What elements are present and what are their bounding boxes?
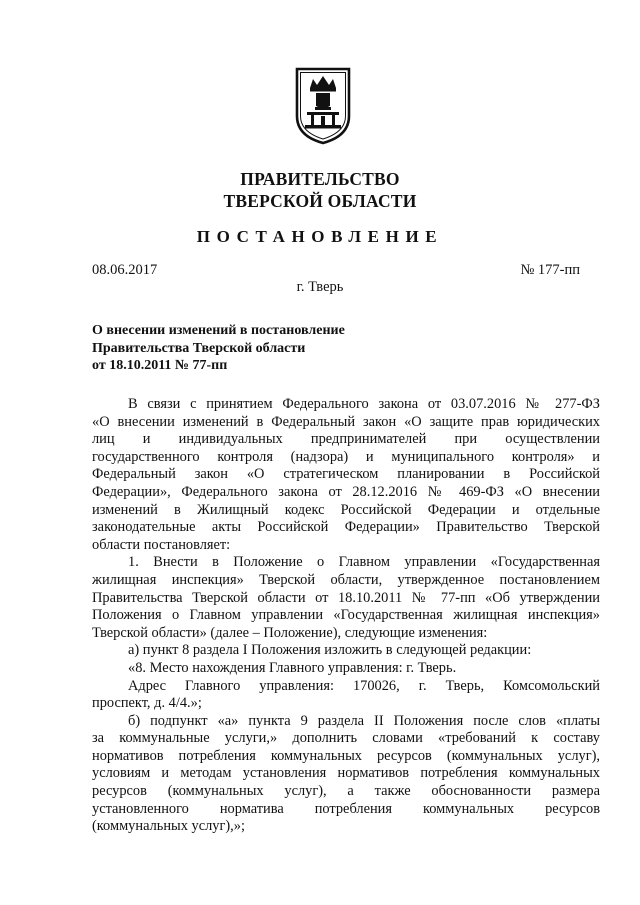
body-line: проспект, д. 4/4.»; (92, 695, 202, 712)
body-line: Федерации», Федерального закона от 28.12.2016 № 469-ФЗ «О внесении (92, 483, 600, 500)
body-line: государственного контроля (надзора) и муниципального контроля» и (92, 448, 600, 465)
body-line: области постановляет: (92, 536, 231, 553)
document-subject (92, 322, 345, 375)
document-type-title: ПОСТАНОВЛЕНИЕ (196, 227, 444, 246)
body-line: ресурсов (коммунальных услуг), а также обоснованности размера (92, 783, 600, 800)
body-line: изменений в Жилищный кодекс Российской Федерации и отдельные (92, 501, 600, 518)
org-name-line2: ТВЕРСКОЙ ОБЛАСТИ (223, 191, 417, 211)
body-line: б) подпункт «а» пункта 9 раздела II Положения после слов «платы (128, 712, 600, 729)
body-line: Адрес Главного управления: 170026, г. Тверь, Комсомольский (128, 677, 600, 694)
body-line: (коммунальных услуг),»; (92, 818, 245, 835)
body-line: условиям и методам установления нормативов потребления коммунальных (92, 765, 600, 782)
body-line: законодательные акты Российской Федерации» Правительство Тверской (92, 519, 600, 536)
body-line: «8. Место нахождения Главного управления: г. Тверь. (128, 659, 457, 676)
body-line: Положения о Главном управлении «Государственная жилищная инспекция» (92, 607, 600, 624)
body-line: а) пункт 8 раздела I Положения изложить в следующей редакции: (128, 642, 532, 659)
body-line: В связи с принятием Федерального закона от 03.07.2016 № 277-ФЗ (128, 396, 600, 412)
subject-line: Правительства Тверской области (92, 340, 306, 356)
body-line: жилищная инспекция» Тверской области, утвержденное постановлением (92, 571, 600, 588)
tver-coat-of-arms-icon (294, 66, 352, 146)
document-date: 08.06.2017 (92, 262, 158, 278)
org-name-line1: ПРАВИТЕЛЬСТВО (240, 169, 400, 189)
document-number: № 177-пп (520, 262, 580, 278)
subject-line: от 18.10.2011 № 77-пп (92, 358, 228, 374)
body-line: Правительства Тверской области от 18.10.2011 № 77-пп «Об утверждении (92, 589, 600, 606)
body-line: Федеральный закон «О стратегическом планировании в Российской (92, 466, 600, 483)
document-body (92, 396, 600, 836)
body-line: нормативов потребления коммунальных ресурсов (коммунальных услуг), (92, 747, 600, 764)
body-line: лиц и индивидуальных предпринимателей при осуществлении (92, 431, 600, 448)
body-line: «О внесении изменений в Федеральный закон «О защите прав юридических (92, 413, 600, 430)
body-line: за коммунальные услуги,» дополнить словами «требований к составу (92, 730, 600, 747)
subject-line: О внесении изменений в постановление (92, 323, 345, 338)
body-line: 1. Внести в Положение о Главном управлении «Государственная (128, 554, 600, 571)
document-city: г. Тверь (296, 279, 344, 295)
body-line: установленного норматива потребления коммунальных ресурсов (92, 800, 600, 817)
body-line: Тверской области» (далее – Положение), следующие изменения: (92, 624, 488, 641)
